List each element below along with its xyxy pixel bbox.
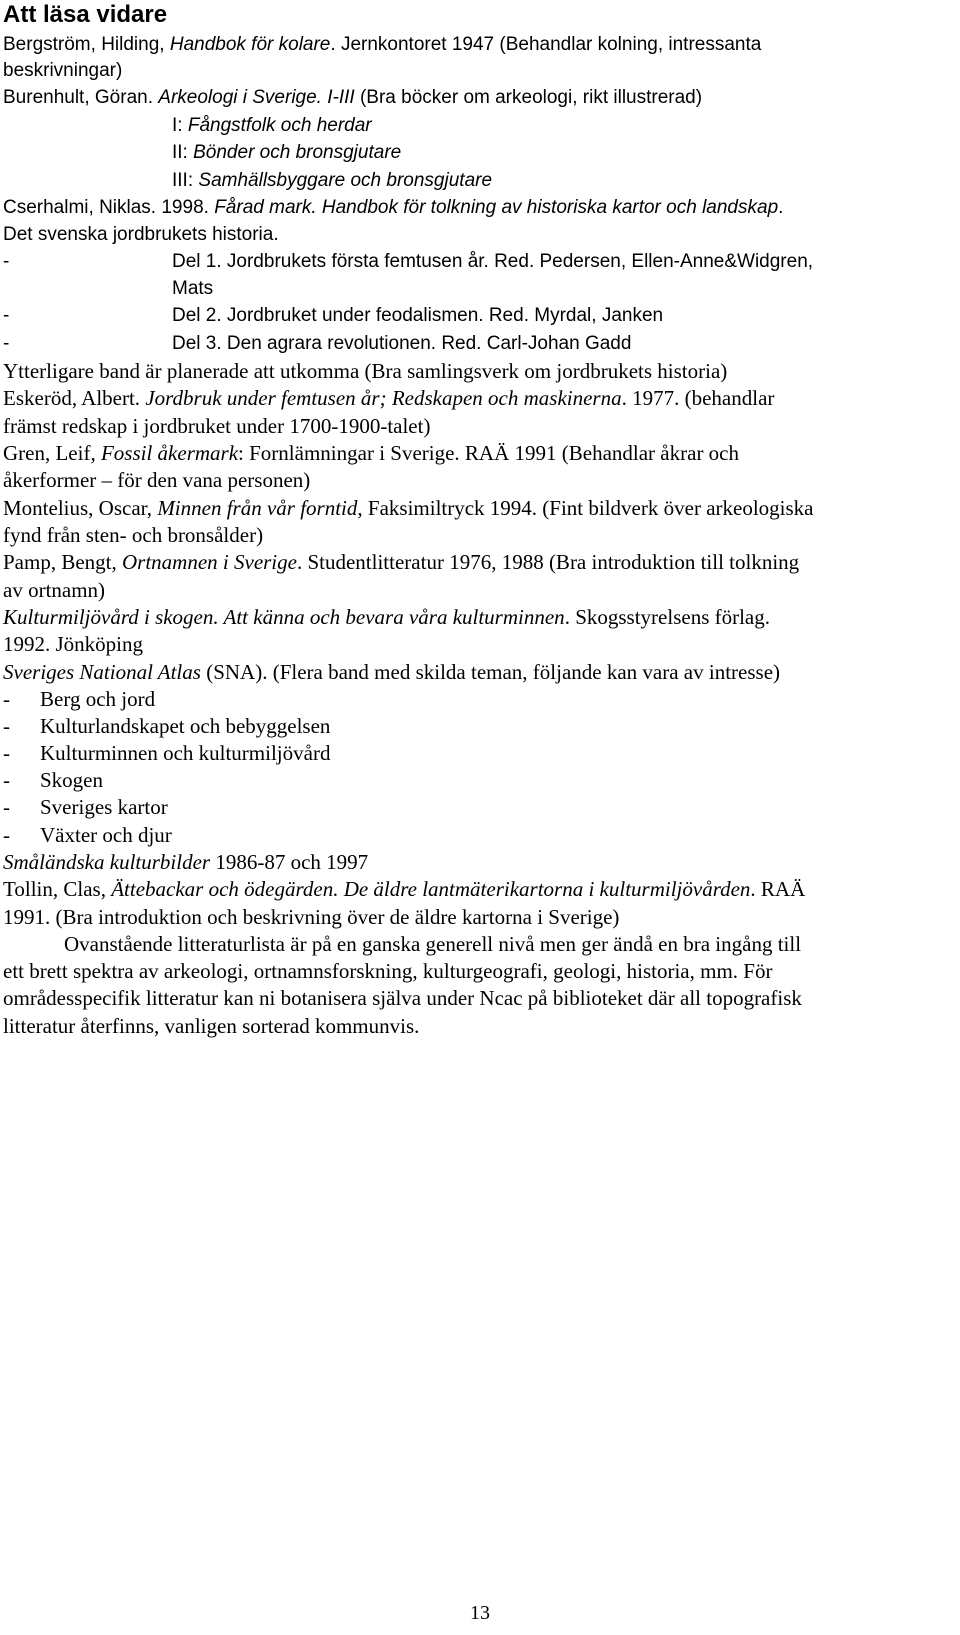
- ref-title: Ortnamnen i Sverige: [122, 550, 297, 574]
- volume-number: III:: [172, 170, 199, 191]
- ref-title: Sveriges National Atlas: [3, 660, 201, 684]
- sna-item: Skogen: [40, 768, 103, 792]
- ref-details: .: [778, 197, 784, 218]
- ref-kulturmiljovard-line2: 1992. Jönköping: [3, 632, 144, 656]
- ref-details: (Bra böcker om arkeologi, rikt illustrerad): [354, 87, 703, 108]
- ref-cserhalmi-line1: [3, 195, 783, 221]
- ref-title: Fossil åkermark: [100, 441, 239, 465]
- closing-paragraph-line3: områdesspecifik litteratur kan ni botanisera själva under Ncac på biblioteket där all topografisk: [3, 986, 802, 1010]
- ref-kulturmiljovard-line1: [3, 604, 770, 630]
- page-heading: Att läsa vidare: [3, 1, 168, 28]
- ref-pamp-line2: av ortnamn): [3, 578, 106, 602]
- list-dash: -: [3, 251, 10, 272]
- ref-author: Tollin, Clas,: [3, 877, 112, 901]
- ref-burenhult-volume-3: [172, 168, 492, 194]
- ref-montelius-line2: fynd från sten- och bronsålder): [3, 523, 264, 547]
- list-dash: -: [3, 741, 10, 765]
- ref-author: Cserhalmi, Niklas. 1998.: [3, 197, 215, 218]
- ref-ytterligare: Ytterligare band är planerade att utkomma (Bra samlingsverk om jordbrukets historia): [3, 359, 728, 383]
- closing-paragraph-line1: Ovanstående litteraturlista är på en ganska generell nivå men ger ändå en bra ingång till: [64, 932, 802, 956]
- list-dash: -: [3, 333, 10, 354]
- ref-title: Minnen från vår forntid: [157, 496, 358, 520]
- ref-title: Handbok för kolare: [169, 34, 331, 55]
- list-dash: -: [3, 768, 10, 792]
- ref-cserhalmi-del-2: Del 2. Jordbruket under feodalismen. Red. Myrdal, Janken: [172, 305, 664, 326]
- ref-bergstrom-line2: beskrivningar): [3, 60, 123, 81]
- ref-author: Montelius, Oscar,: [3, 496, 158, 520]
- ref-title: Jordbruk under femtusen år; Redskapen och maskinerna: [145, 386, 622, 410]
- ref-author: Eskeröd, Albert.: [3, 386, 146, 410]
- list-dash: -: [3, 714, 10, 738]
- volume-number: I:: [172, 115, 188, 136]
- sna-item: Växter och djur: [40, 823, 172, 847]
- ref-author: Bergström, Hilding,: [3, 34, 170, 55]
- ref-author: Pamp, Bengt,: [3, 550, 122, 574]
- sna-item: Kulturminnen och kulturmiljövård: [40, 741, 331, 765]
- ref-gren-line1: [3, 440, 739, 466]
- volume-title: Fångstfolk och herdar: [187, 115, 372, 136]
- closing-paragraph-line4: litteratur återfinns, vanligen sorterad kommunvis.: [3, 1014, 420, 1038]
- ref-burenhult-line1: [3, 85, 702, 111]
- ref-title: Kulturmiljövård i skogen. Att känna och bevara våra kulturminnen: [3, 605, 565, 629]
- ref-cserhalmi-del-1-cont: Mats: [172, 278, 214, 299]
- ref-gren-line2: åkerformer – för den vana personen): [3, 468, 311, 492]
- ref-tollin-line1: [3, 876, 805, 902]
- sna-item: Kulturlandskapet och bebyggelsen: [40, 714, 331, 738]
- ref-details: . Jernkontoret 1947 (Behandlar kolning, intressanta: [330, 34, 762, 55]
- ref-tollin-line2: 1991. (Bra introduktion och beskrivning över de äldre kartorna i Sverige): [3, 905, 620, 929]
- ref-details: 1986-87 och 1997: [210, 850, 369, 874]
- ref-burenhult-volume-1: [172, 113, 372, 139]
- ref-cserhalmi-del-1: Del 1. Jordbrukets första femtusen år. Red. Pedersen, Ellen-Anne&Widgren,: [172, 251, 814, 272]
- closing-paragraph-line2: ett brett spektra av arkeologi, ortnamnsforskning, kulturgeografi, geologi, historia, mm. För: [3, 959, 773, 983]
- list-dash: -: [3, 795, 10, 819]
- list-dash: -: [3, 687, 10, 711]
- ref-pamp-line1: [3, 549, 799, 575]
- ref-details: , Faksimiltryck 1994. (Fint bildverk över arkeologiska: [357, 496, 814, 520]
- ref-details: . 1977. (behandlar: [621, 386, 775, 410]
- ref-title: Ättebackar och ödegärden. De äldre lantmäterikartorna i kulturmiljövården: [111, 877, 751, 901]
- ref-author: Burenhult, Göran.: [3, 87, 159, 108]
- volume-title: Samhällsbyggare och bronsgjutare: [198, 170, 493, 191]
- ref-title: Småländska kulturbilder: [3, 850, 211, 874]
- ref-details: (SNA). (Flera band med skilda teman, följande kan vara av intresse): [200, 660, 781, 684]
- ref-details: . Studentlitteratur 1976, 1988 (Bra introduktion till tolkning: [296, 550, 800, 574]
- list-dash: -: [3, 823, 10, 847]
- ref-smalandska: [3, 849, 368, 875]
- ref-burenhult-volume-2: [172, 140, 401, 166]
- ref-montelius-line1: [3, 495, 813, 521]
- volume-title: Bönder och bronsgjutare: [193, 142, 402, 163]
- ref-details: . Skogsstyrelsens förlag.: [564, 605, 771, 629]
- ref-bergstrom-line1: [3, 32, 761, 58]
- ref-author: Gren, Leif,: [3, 441, 101, 465]
- sna-item: Berg och jord: [40, 687, 156, 711]
- ref-cserhalmi-series: Det svenska jordbrukets historia.: [3, 224, 279, 245]
- page-number: 13: [470, 1602, 490, 1624]
- ref-sna-line1: [3, 659, 780, 685]
- ref-title: Fårad mark. Handbok för tolkning av historiska kartor och landskap: [214, 197, 779, 218]
- volume-number: II:: [172, 142, 194, 163]
- ref-eskerod-line1: [3, 385, 774, 411]
- ref-cserhalmi-del-3: Del 3. Den agrara revolutionen. Red. Carl-Johan Gadd: [172, 333, 632, 354]
- sna-item: Sveriges kartor: [40, 795, 168, 819]
- ref-title: Arkeologi i Sverige. I-III: [158, 87, 355, 108]
- list-dash: -: [3, 305, 10, 326]
- ref-eskerod-line2: främst redskap i jordbruket under 1700-1900-talet): [3, 414, 431, 438]
- ref-details: . RAÄ: [750, 877, 806, 901]
- ref-details: : Fornlämningar i Sverige. RAÄ 1991 (Behandlar åkrar och: [238, 441, 740, 465]
